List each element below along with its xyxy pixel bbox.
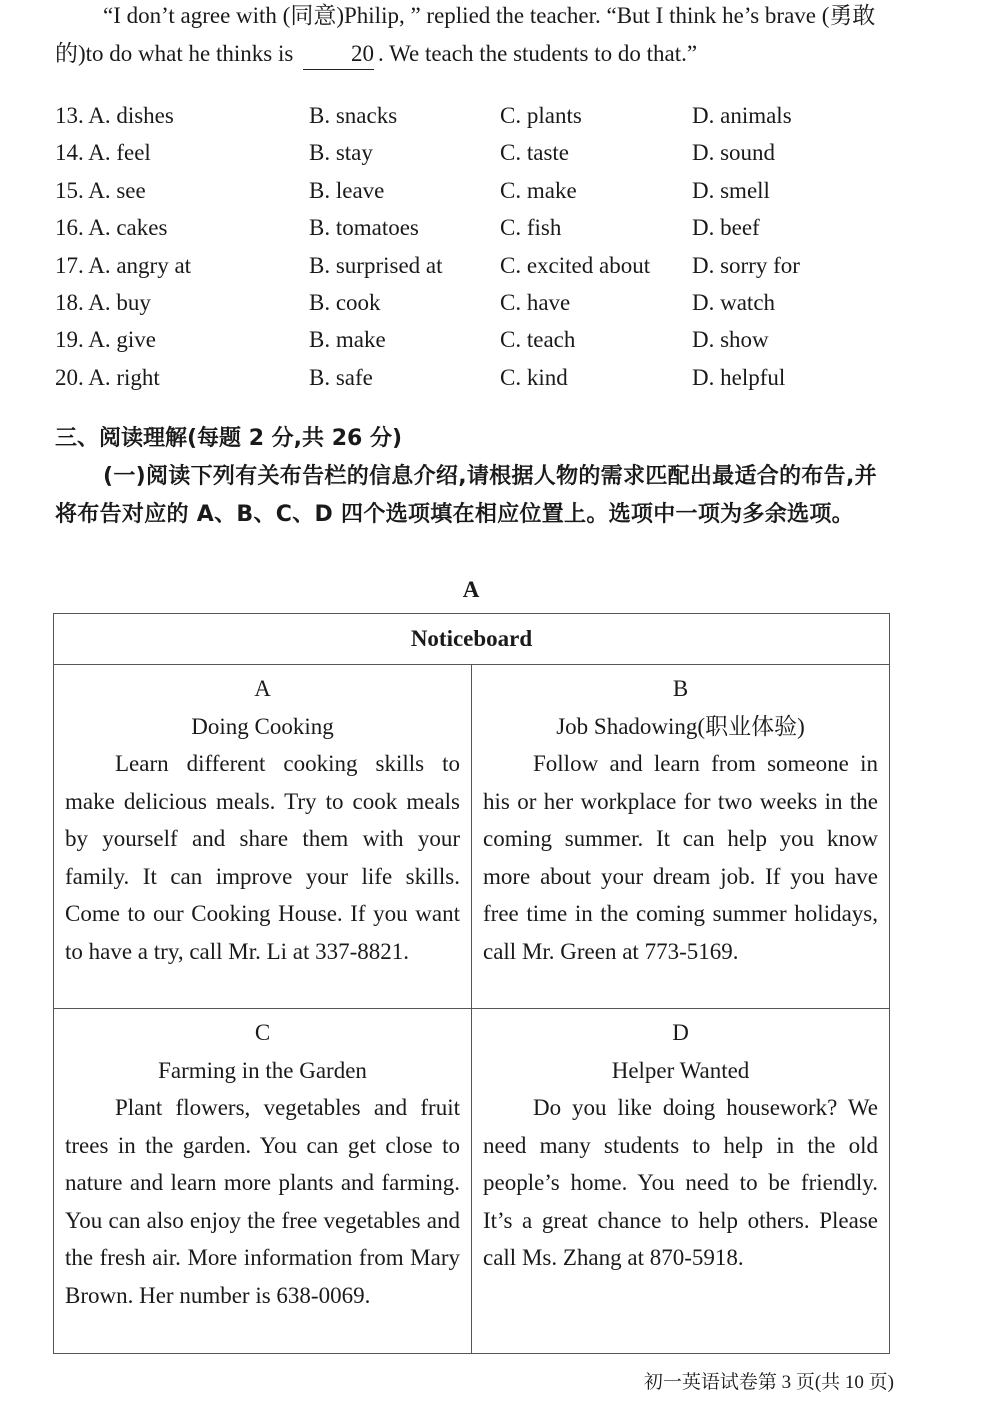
question-number: 15.: [55, 177, 84, 203]
notice-letter: D: [672, 1020, 689, 1045]
option-b: B. tomatoes: [309, 215, 419, 241]
option-a: [55, 247, 191, 284]
option-c: C. excited about: [500, 252, 651, 278]
question-number: 18.: [55, 289, 84, 315]
option-d: D. beef: [692, 215, 760, 241]
option-b: B. safe: [309, 364, 373, 390]
option-d: D. helpful: [692, 364, 786, 390]
option-b: B. stay: [309, 140, 373, 166]
option-row: [55, 134, 890, 171]
option-c: C. make: [500, 177, 577, 203]
question-number: 20.: [55, 364, 84, 390]
option-a-text: A. see: [88, 177, 146, 203]
option-b: B. surprised at: [309, 252, 443, 278]
option-c: C. kind: [500, 364, 568, 390]
question-number: 19.: [55, 327, 84, 353]
option-a: [55, 284, 151, 321]
option-a: [55, 134, 151, 171]
option-a-text: A. cakes: [88, 215, 168, 241]
option-row: [55, 359, 890, 396]
notice-letter: A: [254, 676, 271, 701]
passage-closing-paragraph: [55, 0, 890, 73]
option-row: [55, 321, 890, 358]
option-row: [55, 247, 890, 284]
notice-body: Follow and learn from someone in his or her workplace for two weeks in the coming summer. It can help you know more about your dream job. If you have free time in the coming summer holidays, call Mr. Green at 773-5169.: [483, 751, 878, 964]
question-number: 13.: [55, 103, 84, 128]
option-a-text: A. give: [88, 327, 156, 353]
option-row: [55, 209, 890, 246]
option-a: [55, 209, 167, 246]
notice-a: [54, 665, 472, 1009]
option-a-text: A. angry at: [88, 252, 192, 278]
option-a-text: A. feel: [88, 140, 151, 166]
notice-body: Learn different cooking skills to make delicious meals. Try to cook meals by yourself and share them with your family. It can improve your life skills. Come to our Cooking House. If you want to have a try, call Mr. Li at 337-8821.: [65, 751, 460, 964]
option-b: B. make: [309, 327, 386, 353]
option-a-text: A. buy: [88, 289, 151, 315]
option-row: [55, 172, 890, 209]
passage-text-before-blank: “I don’t agree with (同意)Philip, ” replied the teacher. “But I think he’s brave (勇敢的)to do what he thinks is: [55, 3, 876, 66]
section-title: 三、阅读理解(每题 2 分,共 26 分): [55, 426, 403, 451]
option-b: B. snacks: [309, 103, 398, 128]
question-number: 17.: [55, 252, 84, 278]
notice-c: [54, 1009, 472, 1354]
option-a: [55, 321, 156, 358]
notice-title: Farming in the Garden: [158, 1057, 367, 1083]
notice-title: Job Shadowing(职业体验): [556, 713, 805, 739]
option-d: D. sorry for: [692, 252, 800, 278]
cloze-options-list: [55, 97, 890, 396]
option-b: B. cook: [309, 289, 381, 315]
part-label: A: [462, 577, 480, 602]
option-a-text: A. dishes: [88, 103, 174, 128]
option-a: [55, 172, 146, 209]
passage-text-after-blank: . We teach the students to do that.”: [378, 41, 698, 66]
option-c: C. have: [500, 289, 571, 315]
question-number: 16.: [55, 215, 84, 241]
option-a: [55, 97, 174, 134]
option-d: D. smell: [692, 177, 770, 203]
notice-d: [472, 1009, 890, 1354]
notice-body: Plant flowers, vegetables and fruit trees in the garden. You can get close to nature and learn more plants and farming. You can also enjoy the free vegetables and the fresh air. More information from Mary Brown. Her number is 638-0069.: [65, 1095, 460, 1308]
noticeboard-heading: Noticeboard: [54, 614, 890, 665]
notice-b: [472, 665, 890, 1009]
option-c: C. teach: [500, 327, 576, 353]
notice-title: Doing Cooking: [191, 713, 334, 739]
notice-title: Helper Wanted: [611, 1057, 750, 1083]
notice-letter: B: [672, 676, 689, 701]
option-c: C. fish: [500, 215, 562, 241]
blank-20: 20: [303, 39, 374, 70]
question-number: 14.: [55, 140, 84, 166]
notice-letter: C: [254, 1020, 271, 1045]
option-a-text: A. right: [88, 364, 160, 390]
notice-body: Do you like doing housework? We need many students to help in the old people’s home. You need to be friendly. It’s a great chance to help others. Please call Ms. Zhang at 870-5918.: [483, 1095, 878, 1270]
page-footer: 初一英语试卷第 3 页(共 10 页): [643, 1372, 894, 1393]
noticeboard-table: [53, 613, 890, 1354]
option-a: [55, 359, 160, 396]
option-b: B. leave: [309, 177, 385, 203]
section-instructions: (一)阅读下列有关布告栏的信息介绍,请根据人物的需求匹配出最适合的布告,并将布告对应的 A、B、C、D 四个选项填在相应位置上。选项中一项为多余选项。: [55, 464, 877, 527]
option-c: C. taste: [500, 140, 569, 166]
option-d: D. sound: [692, 140, 776, 166]
option-row: [55, 97, 890, 134]
option-c: C. plants: [500, 103, 582, 128]
option-d: D. animals: [692, 103, 792, 128]
option-row: [55, 284, 890, 321]
option-d: D. watch: [692, 289, 776, 315]
option-d: D. show: [692, 327, 769, 353]
